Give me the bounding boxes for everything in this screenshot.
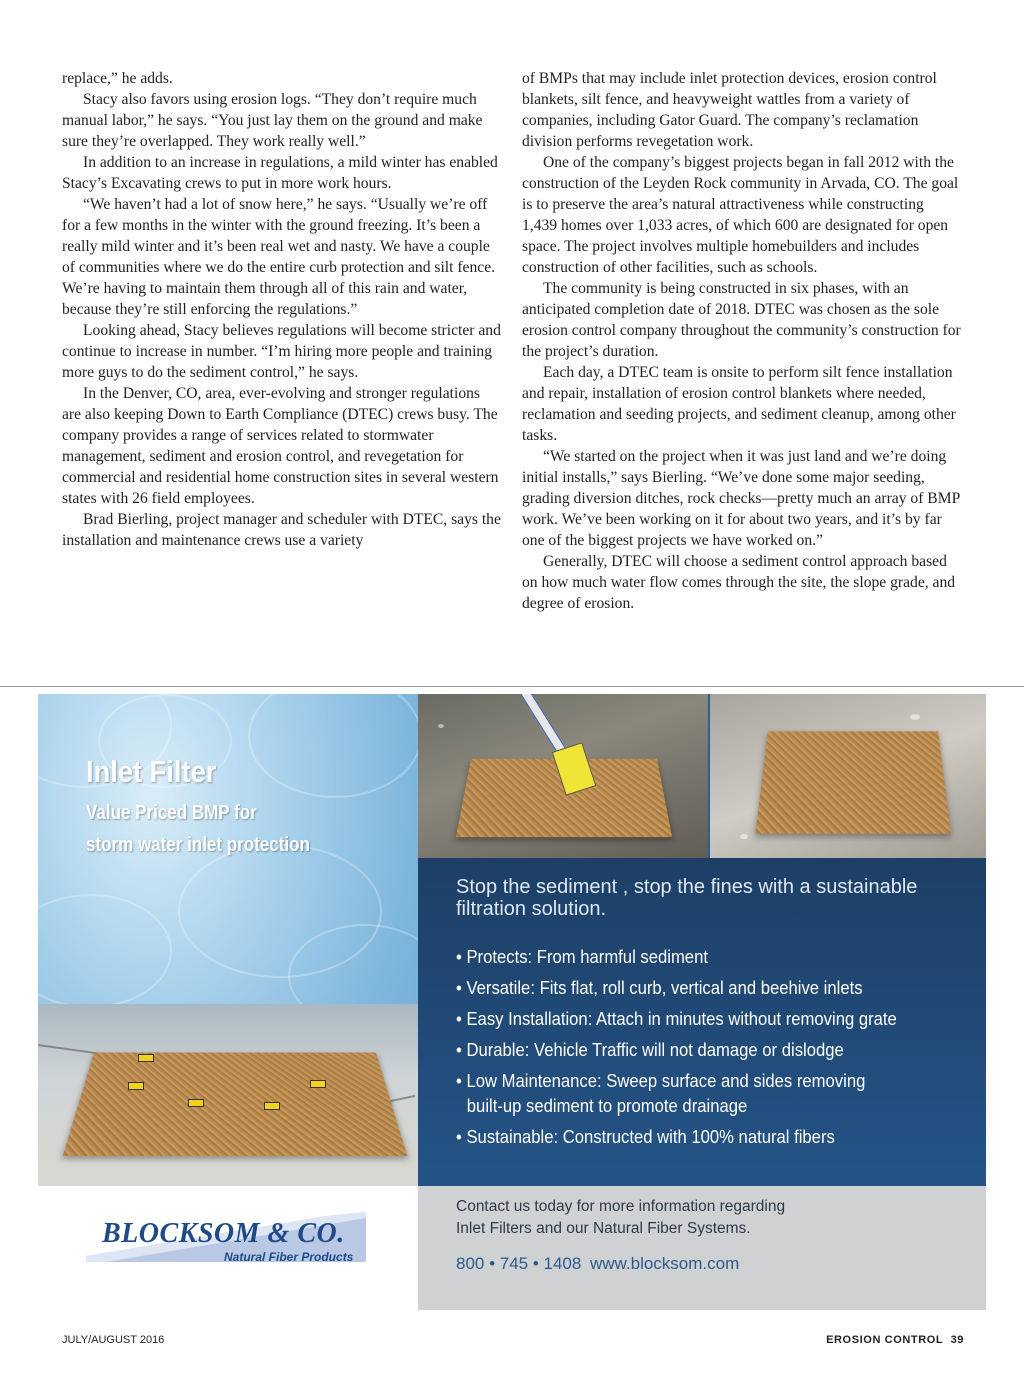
- water-ripple: [248, 694, 418, 798]
- paragraph: replace,” he adds.: [62, 70, 173, 87]
- ad-subtitle: Value Priced BMP for: [86, 802, 257, 824]
- magazine-name: EROSION CONTROL: [826, 1334, 944, 1346]
- article-right-column: [522, 68, 962, 614]
- footer-issue-date: JULY/AUGUST 2016: [62, 1334, 165, 1346]
- contact-text: Inlet Filters and our Natural Fiber Systems.: [456, 1220, 751, 1237]
- debris: [740, 834, 748, 839]
- divider-rule: [0, 686, 1024, 687]
- ad-photo-broom: [418, 694, 708, 858]
- paragraph: Each day, a DTEC team is onsite to perform silt fence installation and repair, installation of erosion control blankets where needed, reclamation and seeding projects, and sediment cleanup, among other tasks.: [522, 364, 956, 444]
- paragraph: “We haven’t had a lot of snow here,” he says. “Usually we’re off for a few months in the winter with the ground freezing. It’s been a really mild winter and it’s been real wet and nasty. We have a couple of communities where we do the entire curb protection and silt fence. We’re having to maintain them through all of this rain and water, because they’re still enforcing the regulations.”: [62, 196, 496, 318]
- paragraph: In the Denver, CO, area, ever-evolving and stronger regulations are also keeping Down to Earth Compliance (DTEC) crews busy. The company provides a range of services related to stormwater management, sediment and erosion control, and revegetation for commercial and residential home construction sites in several western states with 26 field employees.: [62, 385, 499, 507]
- ad-feature-list: [456, 944, 976, 1155]
- yellow-clip: [138, 1054, 154, 1062]
- article-left-column: [62, 68, 502, 551]
- paragraph: of BMPs that may include inlet protection devices, erosion control blankets, silt fence, and heavyweight wattles from a variety of companies, including Gator Guard. The company’s reclamation division performs revegetation work.: [522, 70, 937, 150]
- yellow-clip: [264, 1102, 280, 1110]
- yellow-clip: [188, 1099, 204, 1107]
- ad-features-panel: [418, 858, 986, 1186]
- logo-tagline: Natural Fiber Products: [224, 1250, 354, 1264]
- ad-subtitle: storm water inlet protection: [86, 834, 310, 856]
- contact-text: Contact us today for more information regarding: [456, 1198, 786, 1215]
- yellow-clip: [128, 1082, 144, 1090]
- ad-photo-filter: [710, 694, 986, 858]
- page-number: 39: [950, 1334, 964, 1346]
- water-ripple: [38, 894, 172, 1008]
- debris: [438, 724, 444, 728]
- paragraph: Brad Bierling, project manager and scheduler with DTEC, says the installation and maintenance crews use a variety: [62, 511, 501, 549]
- feature-item: • Easy Installation: Attach in minutes without removing grate: [456, 1008, 897, 1029]
- yellow-clip: [310, 1080, 326, 1088]
- footer-folio: [826, 1334, 964, 1346]
- logo-name: BLOCKSOM & CO.: [102, 1218, 345, 1249]
- ad-contact-panel: [418, 1186, 986, 1310]
- ad-hero-photo: [38, 694, 418, 1186]
- feature-item: • Versatile: Fits flat, roll curb, vertical and beehive inlets: [456, 977, 863, 998]
- paragraph: In addition to an increase in regulations, a mild winter has enabled Stacy’s Excavating crews to put in more work hours.: [62, 154, 498, 192]
- ad-logo-area: [38, 1186, 418, 1310]
- inlet-filter-mat: [755, 731, 950, 833]
- feature-item: [456, 1068, 924, 1118]
- phone-number: 800 • 745 • 1408: [456, 1254, 582, 1273]
- advertisement: [38, 694, 986, 1310]
- paragraph: Stacy also favors using erosion logs. “They don’t require much manual labor,” he says. “You just lay them on the ground and make sure they’re overlapped. They work really well.”: [62, 91, 483, 150]
- blocksom-logo: [86, 1206, 366, 1262]
- feature-item: • Durable: Vehicle Traffic will not damage or dislodge: [456, 1039, 844, 1060]
- paragraph: “We started on the project when it was just land and we’re doing initial installs,” says Bierling. “We’ve done some major seeding, grading diversion ditches, rock checks—pretty much an array of BMP work. We’ve been working on it for about two years, and it’s by far one of the biggest projects we have worked on.”: [522, 448, 960, 549]
- website-link[interactable]: www.blocksom.com: [590, 1254, 740, 1273]
- inlet-filter-mat: [63, 1052, 407, 1155]
- feature-item: • Sustainable: Constructed with 100% natural fibers: [456, 1126, 835, 1147]
- paragraph: Looking ahead, Stacy believes regulations will become stricter and continue to increase in number. “I’m hiring more people and training more guys to do the sediment control,” he says.: [62, 322, 501, 381]
- feature-item: • Protects: From harmful sediment: [456, 946, 708, 967]
- ad-title: Inlet Filter: [86, 754, 217, 789]
- debris: [910, 714, 920, 720]
- feature-item-continuation: built-up sediment to promote drainage: [466, 1095, 748, 1116]
- paragraph: Generally, DTEC will choose a sediment control approach based on how much water flow comes through the site, the slope grade, and degree of erosion.: [522, 553, 956, 612]
- feature-item-text: • Low Maintenance: Sweep surface and sides removing: [456, 1070, 866, 1091]
- paragraph: One of the company’s biggest projects began in fall 2012 with the construction of the Leyden Rock community in Arvada, CO. The goal is to preserve the area’s natural attractiveness while constructing 1,439 homes over 1,033 acres, of which 600 are designated for open space. The project involves multiple homebuilders and includes construction of other facilities, such as schools.: [522, 154, 959, 276]
- ad-headline: Stop the sediment , stop the fines with a sustainable filtration solution.: [456, 876, 918, 920]
- paragraph: The community is being constructed in six phases, with an anticipated completion date of 2018. DTEC was chosen as the sole erosion control company throughout the community’s construction for the project’s duration.: [522, 280, 961, 360]
